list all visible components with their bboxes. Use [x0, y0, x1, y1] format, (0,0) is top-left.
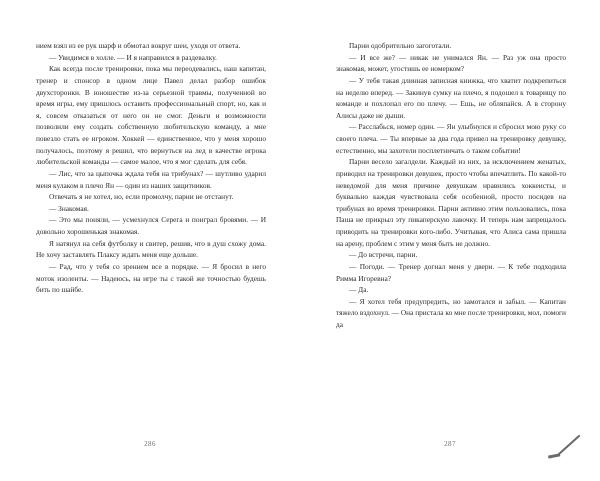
left-page-text-column [36, 40, 266, 296]
right-page-text-column [336, 40, 566, 331]
paragraph: — Это мы поняли, — усмехнулся Серега и поиграл бровями. — И довольно хорошенькая знакомая. [36, 215, 266, 236]
paragraph: — Расслабься, номер один. — Ян улыбнулся и сбросил мою руку со своего плеча. — Ты впервые за два года привел на тренировку девушку, естественно, мы захотели посплетничать о таком событии! [336, 122, 566, 155]
paragraph: Парни одобрительно загоготали. [349, 41, 452, 50]
paragraph: — И все же? — никак не унимался Ян. — Раз уж она просто знакомая, может, угостишь ее номерком? [336, 52, 566, 74]
paragraph: — До встречи, парни. [349, 250, 418, 260]
hockey-stick-icon [542, 433, 584, 463]
paragraph: — Рад, что у тебя со зрением все в порядке. — Я бросил в него моток изоленты. — Надеюсь, на игре ты с такой же точностью будешь бить по шайбе. [36, 261, 266, 295]
paragraph: — Увидимся в холле. — И я направился в раздевалку. [49, 52, 217, 62]
paragraph: Я натянул на себя футболку и свитер, решив, что в душ схожу дома. Не хочу заставлять Плаксу ждать меня еще дольше. [36, 238, 266, 260]
paragraph: Как всегда после тренировки, пока мы переодевались, наш капитан, тренер и спонсор в одном лице Павел делал разбор ошибок двухсторонки. В юношестве из-за серьезной травмы, полученной во время игры, ему пришлось оставить профессиональный спорт, но, как и я, совсем отказаться от него он не смог. Деньги и возможности позволили ему создать собственную любительскую команду, а мне повезло стать ее игроком. Хоккей — единственное, что у меня хорошо получалось, поэтому я решил, что вернуться на лед в качестве игрока любительской команды — самое малое, что я мог сделать для себя. [36, 64, 266, 167]
paragraph: — Погоди. — Тренер догнал меня у двери. — К тебе подходила Римма Игоревна? [336, 261, 566, 283]
right-page [300, 0, 600, 481]
paragraph: — Знакомая. [49, 203, 89, 213]
paragraph: нием взял из ее рук шарф и обмотал вокруг шеи, уходя от ответа. [36, 41, 241, 50]
paragraph: — У тебя такая длинная записная книжка, что хватит подкрепиться на неделю вперед. — Закинув сумку на плечо, я подошел к товарищу по команде и похлопал его по плечу. — Ешь, не обляпайся. А в сторону Алисы даже не дыши. [336, 75, 566, 120]
paragraph: Парни весело загалдели. Каждый из них, за исключением женатых, приводил на тренировки девушек, просто чтобы впечатлить. По какой-то неведомой для меня причине девушкам нравились хоккеисты, и буквально каждая чувствовала себя особенной, просто посидев на трибунах во время тренировки. Парни активно этим пользовались, пока Паша не прикрыл эту пикаперскую лавочку. И теперь нам запрещалось приводить на тренировки кого-либо. Учитывая, что Алиса сама пришла на арену, проблем с этим у меня быть не должно. [336, 157, 566, 248]
page-number: 287 [444, 440, 456, 448]
page-number: 286 [144, 440, 156, 448]
paragraph: — Да. [349, 285, 369, 295]
paragraph: — Я хотел тебя предупредить, но замотался и забыл. — Капитан тяжело вздохнул. — Она пристала ко мне после тренировки, мол, помоги да [336, 296, 566, 329]
paragraph: — Лис, что за цыпочка ждала тебя на трибунах? — шутливо ударил меня кулаком в плечо Ян — один из наших защитников. [36, 168, 266, 190]
paragraph: Отвечать я не хотел, но, если промолчу, парни не отстанут. [49, 192, 234, 202]
